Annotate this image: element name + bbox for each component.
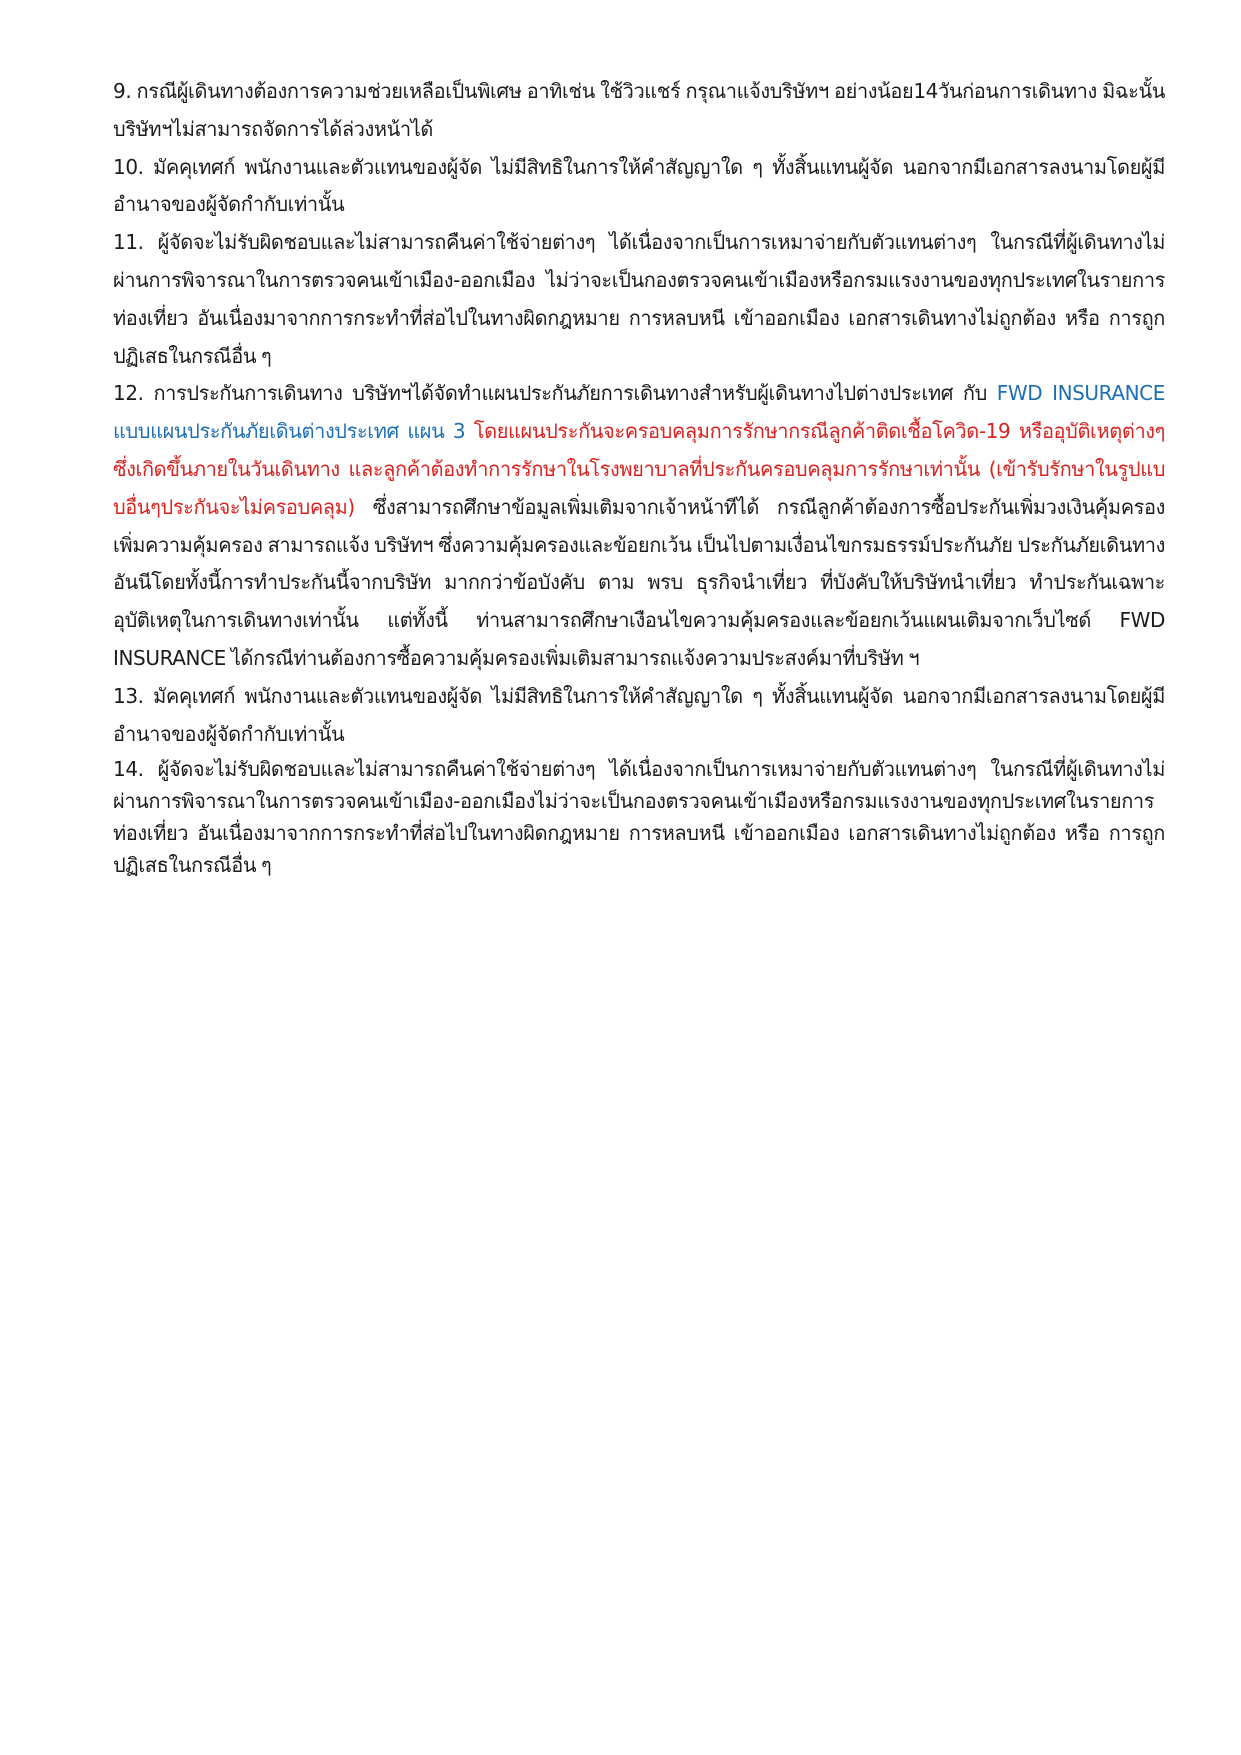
clause-14: 14. ผู้จัดจะไม่รับผิดชอบและไม่สามารถคืนค่าใช้จ่ายต่างๆ ได้เนื่องจากเป็นการเหมาจ่ายกับตัวแทนต่างๆ ในกรณีที่ผู้เดินทางไม่ผ่านการพิจารณาในการตรวจคนเข้าเมือง-ออกเมืองไม่ว่าจะเป็นกองตรวจคนเข้าเมืองหรือกรมแรงงานของทุกประเทศในรายการท่องเที่ยว อันเนื่องมาจากการกระทำที่ส่อไปในทางผิดกฎหมาย การหลบหนี เข้าออกเมือง เอกสารเดินทางไม่ถูกต้อง หรือ การถูกปฏิเสธในกรณีอื่น ๆ [113,757,1165,878]
clause-13: 13. มัคคุเทศก์ พนักงานและตัวแทนของผู้จัด ไม่มีสิทธิในการให้คำสัญญาใด ๆ ทั้งสิ้นแทนผู้จัด นอกจากมีเอกสารลงนามโดยผู้มีอำนาจของผู้จัดกำกับเท่านั้น [113,683,1165,746]
clause-12 [113,375,1165,677]
clause-10: 10. มัคคุเทศก์ พนักงานและตัวแทนของผู้จัด ไม่มีสิทธิในการให้คำสัญญาใด ๆ ทั้งสิ้นแทนผู้จัด นอกจากมีเอกสารลงนามโดยผู้มีอำนาจของผู้จัดกำกับเท่านั้น [113,154,1165,217]
clause-12-intro: 12. การประกันการเดินทาง บริษัทฯได้จัดทำแผนประกันภัยการเดินทางสำหรับผู้เดินทางไปต่างประเทศ กับ [113,381,997,406]
clause-11: 11. ผู้จัดจะไม่รับผิดชอบและไม่สามารถคืนค่าใช้จ่ายต่างๆ ได้เนื่องจากเป็นการเหมาจ่ายกับตัวแทนต่างๆ ในกรณีที่ผู้เดินทางไม่ผ่านการพิจารณาในการตรวจคนเข้าเมือง-ออกเมือง ไม่ว่าจะเป็นกองตรวจคนเข้าเมืองหรือกรมแรงงานของทุกประเทศในรายการท่องเที่ยว อันเนื่องมาจากการกระทำที่ส่อไปในทางผิดกฎหมาย การหลบหนี เข้าออกเมือง เอกสารเดินทางไม่ถูกต้อง หรือ การถูกปฏิเสธในกรณีอื่น ๆ [113,230,1165,368]
terms-document [113,73,1165,881]
insurance-plan-name: FWD INSURANCE แบบแผนประกันภัยเดินต่างประเทศ แผน 3 [113,381,1165,444]
coverage-highlight: โดยแผนประกันจะครอบคลุมการรักษากรณีลูกค้าติดเชื้อโควิด-19 หรืออุบัติเหตุต่างๆ ซึ่งเกิดขึ้นภายในวันเดินทาง และลูกค้าต้องทำการรักษาในโรงพยาบาลที่ประกันครอบคลุมการรักษาเท่านั้น (เข้ารับรักษาในรูปแบบอื่นๆประกันจะไม่ครอบคลุม) [113,419,1165,519]
clause-9: 9. กรณีผู้เดินทางต้องการความช่วยเหลือเป็นพิเศษ อาทิเช่น ใช้วิวแชร์ กรุณาแจ้งบริษัทฯ อย่างน้อย14วันก่อนการเดินทาง มิฉะนั้น บริษัทฯไม่สามารถจัดการได้ล่วงหน้าได้ [113,79,1165,141]
clause-12-details: ซึ่งสามารถศึกษาข้อมูลเพิ่มเติมจากเจ้าหน้าทีได้ กรณีลูกค้าต้องการซื้อประกันเพิ่มวงเงินคุ้มครอง เพิ่มความคุ้มครอง สามารถแจ้ง บริษัทฯ ซึ่งความคุ้มครองและข้อยกเว้น เป็นไปตามเงื่อนไขกรมธรรม์ประกันภัย ประกันภัยเดินทางอันนีโดยทั้งนี้การทำประกันนี้จากบริษัท มากกว่าข้อบังคับ ตาม พรบ ธุรกิจนำเที่ยว ที่บังคับให้บริษัทนำเที่ยว ทำประกันเฉพาะอุบัติเหตุในการเดินทางเท่านั้น แต่ทั้งนี้ ท่านสามารถศึกษาเงือนไขความคุ้มครองและข้อยกเว้นแผนเติมจากเว็บไซด์ FWD INSURANCE ได้กรณีท่านต้องการซื้อความคุ้มครองเพิ่มเติมสามารถแจ้งความประสงค์มาที่บริษัท ฯ [113,494,1165,670]
